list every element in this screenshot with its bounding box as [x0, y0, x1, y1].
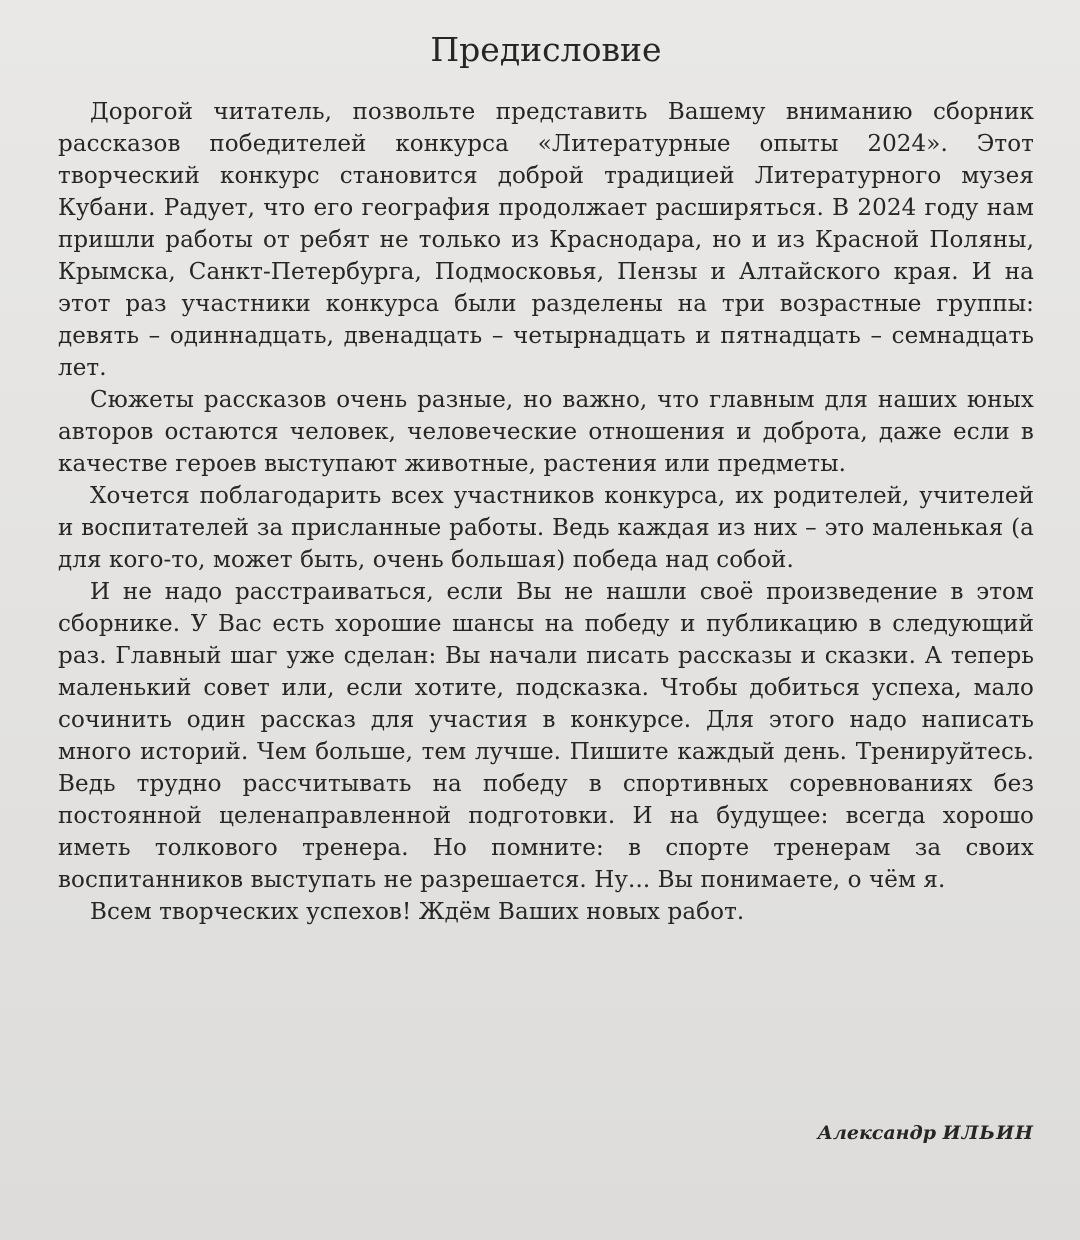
- paragraph-5: Всем творческих успехов! Ждём Ваших новых работ.: [90, 899, 745, 925]
- paragraph-4: И не надо расстраиваться, если Вы не нашли своё произведение в этом сборнике. У Вас есть хорошие шансы на победу и публикацию в следующий раз. Главный шаг уже сделан: Вы начали писать рассказы и сказки. А теперь маленький совет или, если хотите, подсказка. Чтобы добиться успеха, мало сочинить один рассказ для участия в конкурсе. Для этого надо написать много историй. Чем больше, тем лучше. Пишите каждый день. Тренируйтесь. Ведь трудно рассчитывать на победу в спортивных соревнованиях без постоянной целенаправленной подготовки. И на будущее: всегда хорошо иметь толкового тренера. Но помните: в спорте тренерам за своих воспитанников выступать не разрешается. Ну... Вы понимаете, о чём я.: [58, 579, 1034, 893]
- author-first-name: Александр: [817, 1122, 937, 1144]
- paragraph-2: Сюжеты рассказов очень разные, но важно, что главным для наших юных авторов остаются человек, человеческие отношения и доброта, даже если в качестве героев выступают животные, растения или предметы.: [58, 387, 1034, 477]
- paragraph-3: Хочется поблагодарить всех участников конкурса, их родителей, учителей и воспитателей за присланные работы. Ведь каждая из них – это маленькая (а для кого-то, может быть, очень большая) победа над собой.: [58, 483, 1034, 573]
- page-title: Предисловие: [430, 30, 662, 69]
- author-surname: ИЛЬИН: [942, 1122, 1034, 1144]
- author-signature: [817, 1120, 1034, 1146]
- preface-text: [58, 96, 1034, 928]
- paragraph-1: Дорогой читатель, позвольте представить Вашему вниманию сборник рассказов победителей конкурса «Литературные опыты 2024». Этот творческий конкурс становится доброй традицией Литературного музея Кубани. Радует, что его география продолжает расширяться. В 2024 году нам пришли работы от ребят не только из Краснодара, но и из Красной Поляны, Крымска, Санкт-Петербурга, Подмосковья, Пензы и Алтайского края. И на этот раз участники конкурса были разделены на три возрастные группы: девять – одиннадцать, двенадцать – четырнадцать и пятнадцать – семнадцать лет.: [58, 99, 1034, 381]
